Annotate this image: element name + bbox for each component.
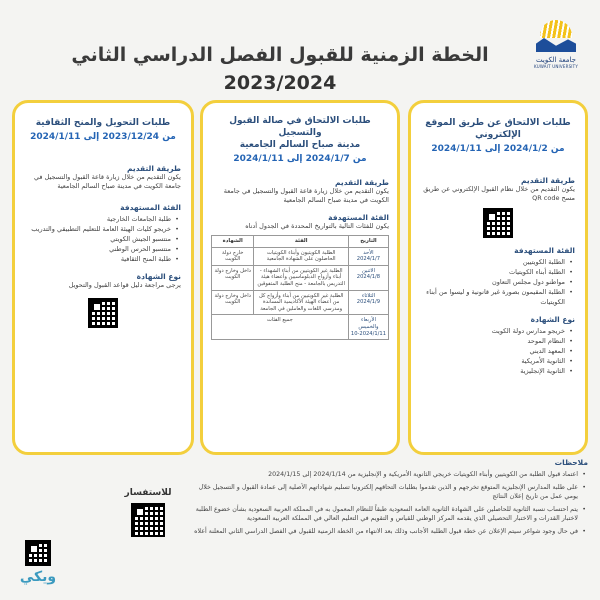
table-row [212, 247, 389, 265]
method-text: يكون التقديم من خلال زيارة قاعة القبول والتسجيل في جامعة الكويت في مدينة صباح السالم الجامعية [33, 173, 181, 190]
card-subtitle: مدينة صباح السالم الجامعية [239, 140, 361, 150]
list-item: • الطلبة أبناء الكويتيات [421, 267, 565, 277]
university-emblem-icon [536, 20, 576, 54]
list-item: • المعهد الديني [421, 346, 565, 356]
logo-english-text: KUWAIT UNIVERSITY [534, 64, 578, 69]
target-heading: الفئة المستهدفة [328, 213, 389, 222]
card-transfer-applications [12, 100, 194, 455]
page-title: الخطة الزمنية للقبول الفصل الدراسي الثاني [71, 44, 489, 66]
list-item: • منتسبو الحرس الوطني [25, 244, 171, 254]
table-cell: الثلاثاء 2024/1/9 [348, 290, 388, 315]
table-row [212, 265, 389, 290]
card-title: طلبات الالتحاق عن طريق الموقع الإلكتروني [425, 118, 571, 140]
list-item: • طلبة المنح الثقافية [25, 254, 171, 264]
note-item: • في حال وجود شواغر سيتم الإعلان عن خطة قبول الطلبة الأجانب وذلك بعد الانتهاء من الخطة الزمنية للقبول في الفصل الدراسي الثاني المعلنة أعلاه [186, 527, 578, 537]
column-header: الشهادة [212, 236, 254, 248]
note-item: • على طلبة المدارس الإنجليزية المتوقع تخرجهم و الذين تقدموا بطلبات التحاقهم إلكترونيا تسليم شهاداتهم الأصلية إلى عمادة القبول و التسجيل خلال يومي عمل من تاريخ إعلان النتائج [186, 483, 578, 502]
list-item: • الثانوية الأمريكية [421, 356, 565, 366]
table-cell: خارج دولة الكويت [212, 247, 254, 265]
list-item: • الطلبة المقيمون بصورة غير قانونية و ليسوا من أبناء الكويتيات [421, 287, 565, 307]
notes-heading: ملاحظات [554, 458, 588, 467]
table-cell: الاثنين 2024/1/8 [348, 265, 388, 290]
cert-heading: نوع الشهادة [136, 272, 181, 281]
target-heading: الفئة المستهدفة [120, 203, 181, 212]
notes-section [186, 458, 588, 539]
method-heading: طريقة التقديم [521, 176, 575, 185]
method-text: يكون التقديم من خلال نظام القبول الإلكتروني عن طريق مسح QR code [423, 185, 575, 202]
notes-list [186, 470, 588, 536]
inquiry-label: للاستفسار [124, 488, 172, 498]
schedule-table [211, 235, 389, 340]
column-header: التاريخ [348, 236, 388, 248]
qr-code-icon[interactable] [88, 298, 118, 328]
card-online-applications [408, 100, 588, 455]
kuwait-university-logo [528, 20, 584, 90]
table-cell: الأربعاء والخميس 2024/1/11-10 [348, 315, 388, 340]
method-heading: طريقة التقديم [127, 164, 181, 173]
table-header-row [212, 236, 389, 248]
card-date: من 2023/12/24 إلى 2024/1/11 [30, 132, 176, 142]
table-cell: الطلبة الكويتيون وأبناء الكويتيات الحاصلون على الشهادة الجامعية [254, 247, 348, 265]
inquiry-block [118, 488, 178, 542]
list-item: • منتسبو الجيش الكويتي [25, 234, 171, 244]
card-date: من 2024/1/7 إلى 2024/1/11 [233, 154, 367, 164]
table-row [212, 315, 389, 340]
target-list [421, 257, 575, 307]
page-year: 2023/2024 [223, 72, 337, 94]
list-item: • طلبة الجامعات الخارجية [25, 214, 171, 224]
cert-list [421, 326, 575, 376]
target-heading: الفئة المستهدفة [514, 246, 575, 255]
cert-text: يرجى مراجعة دليل قواعد القبول والتحويل [68, 281, 181, 289]
list-item: • مواطنو دول مجلس التعاون [421, 277, 565, 287]
list-item: • خريجو مدارس دولة الكويت [421, 326, 565, 336]
table-cell: داخل وخارج دولة الكويت [212, 265, 254, 290]
table-row [212, 290, 389, 315]
column-header: الفئة [254, 236, 348, 248]
card-hall-applications [200, 100, 400, 455]
qr-code-icon[interactable] [131, 503, 165, 537]
method-heading: طريقة التقديم [335, 178, 389, 187]
brand-logo-text: ويكي [19, 569, 57, 585]
brand-watermark [8, 540, 68, 592]
method-text: يكون التقديم من خلال زيارة قاعة القبول والتسجيل في جامعة الكويت في مدينة صباح السالم الجامعية [223, 187, 389, 204]
list-item: • خريجو كليات الهيئة العامة للتعليم التطبيقي والتدريب [25, 224, 171, 234]
table-cell: الطلبة غير الكويتيين من أبناء وأزواج كل من أعضاء الهيئة الأكاديمية المساندة ومدرسي اللغات والعاملين في الجامعة [254, 290, 348, 315]
cert-heading: نوع الشهادة [530, 315, 575, 324]
card-date: من 2024/1/2 إلى 2024/1/11 [431, 144, 565, 154]
list-item: • الطلبة الكويتيين [421, 257, 565, 267]
list-item: • النظام الموحد [421, 336, 565, 346]
target-list [25, 214, 181, 264]
logo-arabic-text: جامعة الكويت [536, 56, 576, 64]
qr-code-icon[interactable] [25, 540, 51, 566]
table-cell: الأحد 2024/1/7 [348, 247, 388, 265]
note-item: • اعتماد قبول الطلبة من الكويتيين وأبناء الكويتيات خريجي الثانوية الأمريكية و الإنجليزية من 2024/1/14 إلى 2024/1/15 [186, 470, 578, 480]
card-title: طلبات الالتحاق في صالة القبول والتسجيل [229, 116, 371, 138]
list-item: • الثانوية الإنجليزية [421, 366, 565, 376]
note-item: • يتم احتساب نسبة الثانوية للحاصلين على الشهادة الثانوية العامة السعودية طبقاً للنظام المعمول به في المملكة العربية السعودية بشأن خضوع الطلبة لاختبار القدرات و الاختبار التحصيلي الذي يقدمه المركز الوطني للقياس و التقويم في التعليم العالي في المملكة العربية السعودية [186, 505, 578, 524]
target-text: يكون للفئات التالية بالتواريخ المحددة في الجدول أدناه [245, 222, 389, 230]
table-cell: الطلبة غير الكويتيين من أبناء الشهداء - أبناء وأزواج الدبلوماسيين وأعضاء هيئة التدريس بالجامعة - منح الطلبة المتفوقين [254, 265, 348, 290]
card-title: طلبات التحويل والمنح الثقافية [35, 118, 171, 128]
table-cell: جميع الفئات [212, 315, 349, 340]
table-cell: داخل وخارج دولة الكويت [212, 290, 254, 315]
qr-code-icon[interactable] [483, 208, 513, 238]
